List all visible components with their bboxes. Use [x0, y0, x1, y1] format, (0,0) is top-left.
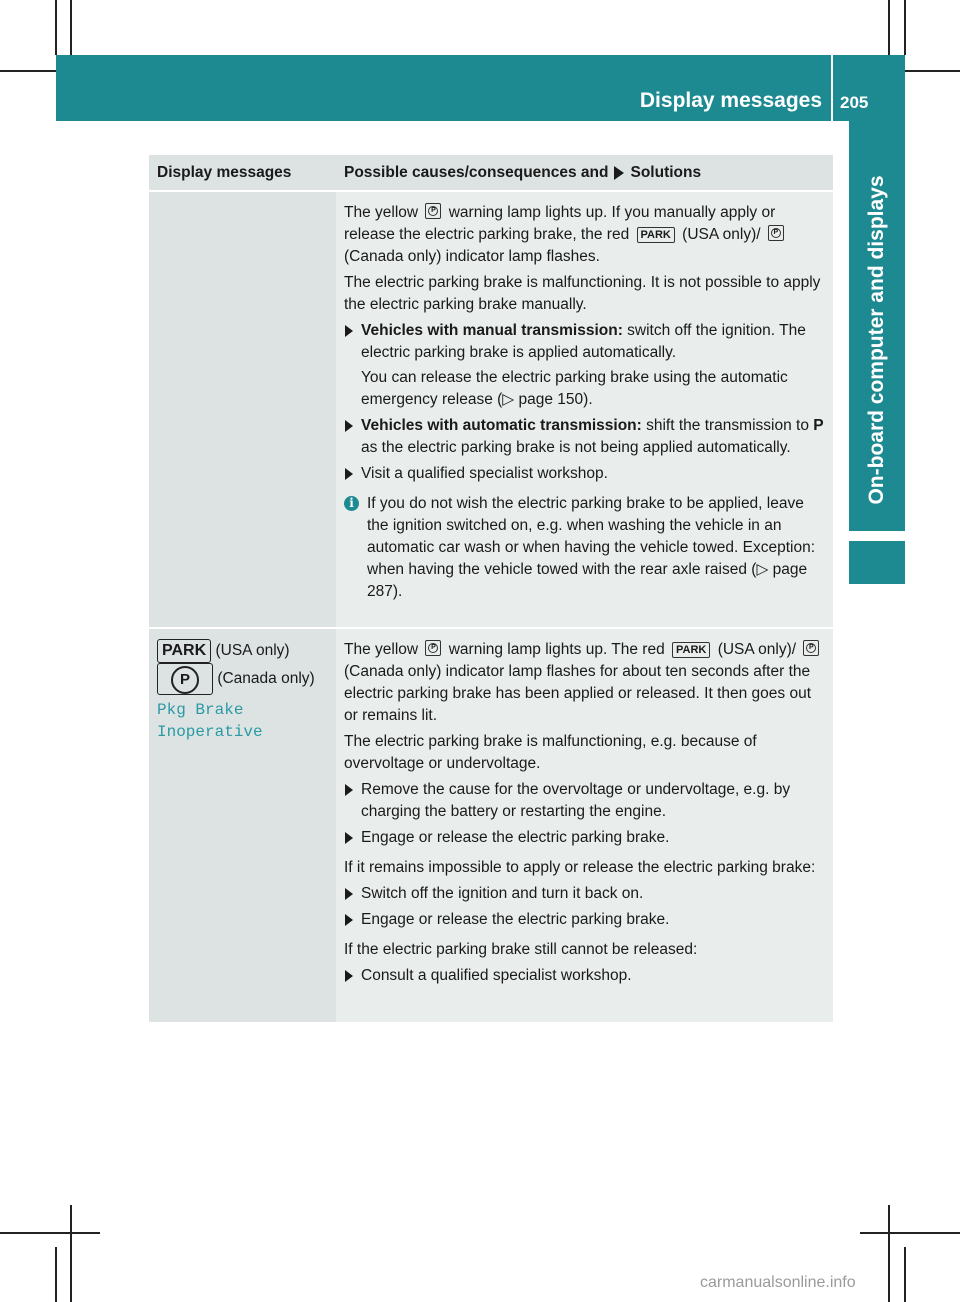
- paragraph: If it remains impossible to apply or release the electric parking brake:: [344, 859, 816, 876]
- step-text: Switch off the ignition and turn it back on.: [361, 885, 644, 902]
- step-arrow-icon: [345, 970, 353, 982]
- paragraph: The electric parking brake is malfunctioning, e.g. because of overvoltage or undervoltage.: [344, 733, 757, 772]
- step-arrow-icon: [345, 420, 353, 432]
- text: Vehicles with automatic transmission:: [361, 417, 642, 434]
- text: switch off the ignition. The electric parking brake is applied automatically.: [361, 322, 806, 361]
- step-arrow-icon: [345, 832, 353, 844]
- step-text: Visit a qualified specialist workshop.: [361, 465, 608, 482]
- display-message-text: [157, 639, 328, 695]
- text: warning lamp lights up. The red: [448, 641, 665, 658]
- lamp-label: P: [773, 229, 779, 236]
- text: The yellow: [344, 204, 419, 221]
- text: P: [813, 417, 824, 434]
- text: (USA only)/: [717, 641, 797, 658]
- info-text: If you do not wish the electric parking brake to be applied, leave the ignition switched on, e.g. when washing the vehicle in an automatic car wash or when having the vehicle towed. Exception: when having the vehicle towed with the rear axle raised (▷ page 287).: [367, 495, 816, 600]
- step-arrow-icon: [345, 888, 353, 900]
- list-item: [344, 909, 827, 931]
- column-header-causes: [336, 155, 833, 190]
- text: Vehicles with manual transmission:: [361, 322, 623, 339]
- paragraph: [344, 202, 827, 268]
- chapter-label: On-board computer and displays: [865, 175, 888, 505]
- step-arrow-icon: [345, 468, 353, 480]
- page-number: 205: [840, 93, 869, 112]
- list-item: [344, 463, 827, 485]
- display-messages-table: [149, 155, 833, 1022]
- step-arrow-icon: [345, 784, 353, 796]
- lamp-label: P: [809, 644, 814, 651]
- step-text: Consult a qualified specialist workshop.: [361, 967, 632, 984]
- text: The yellow: [344, 641, 419, 658]
- crop-mark: [888, 1205, 890, 1302]
- step-text: Engage or release the electric parking brake.: [361, 911, 670, 928]
- display-message-cell: [149, 192, 336, 627]
- step-arrow-icon: [345, 325, 353, 337]
- crop-mark: [904, 1247, 906, 1302]
- crop-mark: [55, 0, 57, 55]
- column-header-causes-label: Possible causes/consequences and: [344, 164, 609, 181]
- text: (USA only)/: [682, 226, 761, 243]
- lamp-label: P: [431, 644, 436, 651]
- info-note: [344, 493, 827, 603]
- header-divider: [831, 55, 833, 121]
- arrow-right-icon: [614, 166, 624, 180]
- park-lamp-icon: PARK: [157, 639, 211, 663]
- column-header-display-messages: Display messages: [157, 164, 292, 181]
- text: shift the transmission to: [641, 417, 814, 434]
- causes-cell: [336, 629, 833, 1022]
- list-item: [344, 320, 827, 411]
- lamp-label: P: [179, 671, 190, 689]
- chapter-tab: [849, 541, 905, 584]
- display-message-cell: [149, 629, 336, 1022]
- text: as the electric parking brake is not being applied automatically.: [361, 439, 791, 456]
- parking-brake-lamp-icon: [425, 203, 441, 219]
- text: (Canada only) indicator lamp flashes for about ten seconds after the electric parking brake has been applied or released. It then goes out or remains lit.: [344, 663, 812, 724]
- table-row: [149, 190, 833, 627]
- list-item: [344, 883, 827, 905]
- list-item: [344, 779, 827, 823]
- list-item: [344, 965, 827, 987]
- park-lamp-icon: PARK: [637, 227, 675, 243]
- column-header-solutions-label: Solutions: [630, 164, 702, 181]
- crop-mark: [904, 0, 906, 55]
- list-item: [344, 415, 827, 459]
- parking-brake-lamp-icon: [157, 663, 213, 695]
- step-arrow-icon: [345, 914, 353, 926]
- park-lamp-icon: PARK: [672, 642, 710, 658]
- lamp-label: P: [431, 207, 436, 214]
- text: (Canada only) indicator lamp flashes.: [344, 248, 600, 265]
- info-icon: i: [344, 496, 359, 511]
- text: Inoperative: [157, 723, 263, 742]
- crop-mark: [860, 1232, 960, 1234]
- text: (Canada only): [217, 670, 315, 688]
- text: warning lamp lights up. If you manually apply or release the electric parking brake, the red: [344, 204, 776, 243]
- paragraph: If the electric parking brake still cannot be released:: [344, 941, 698, 958]
- step-text: Remove the cause for the overvoltage or undervoltage, e.g. by charging the battery or restarting the engine.: [361, 781, 791, 820]
- step-text: Engage or release the electric parking brake.: [361, 829, 670, 846]
- list-item: [344, 827, 827, 849]
- step-text: [361, 320, 827, 411]
- parking-brake-lamp-icon: [803, 640, 819, 656]
- crop-mark: [55, 1247, 57, 1302]
- text: Pkg Brake: [157, 701, 244, 720]
- table-header: [149, 155, 833, 190]
- crop-mark: [0, 1232, 100, 1234]
- table-row: [149, 627, 833, 1022]
- text: (USA only): [215, 642, 290, 660]
- parking-brake-lamp-icon: [425, 640, 441, 656]
- causes-cell: [336, 192, 833, 627]
- step-text: [361, 415, 827, 459]
- page-title: Display messages: [639, 89, 822, 112]
- watermark: carmanualsonline.info: [700, 1274, 856, 1291]
- display-message-code: [157, 699, 328, 743]
- text: You can release the electric parking brake using the automatic emergency release (▷ page 150).: [361, 369, 788, 408]
- paragraph: The electric parking brake is malfunctioning. It is not possible to apply the electric parking brake manually.: [344, 274, 821, 313]
- parking-brake-lamp-icon: [768, 225, 784, 241]
- crop-mark: [70, 1205, 72, 1302]
- paragraph: [344, 639, 827, 727]
